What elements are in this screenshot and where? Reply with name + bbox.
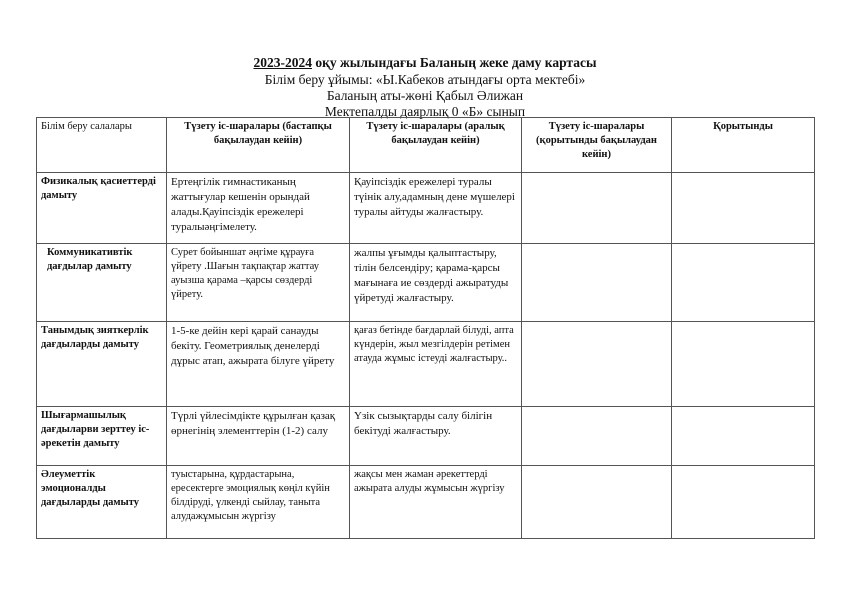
development-card-table: [36, 117, 815, 539]
initial-cell: туыстарына, құрдастарына, ересектерге эмоциялық көңіл күйін білдіруді, үлкенді сыйлау, таныта алудажұмысын жүргізу: [167, 466, 350, 539]
table-header-row: [37, 118, 815, 173]
mid-cell: Үзік сызықтарды салу білігін бекітуді жалғастыру.: [350, 407, 522, 466]
result-cell: [672, 173, 815, 244]
result-cell: [672, 322, 815, 407]
area-cell: Танымдық зияткерлік дағдыларды дамыту: [37, 322, 167, 407]
result-cell: [672, 466, 815, 539]
final-cell: [522, 244, 672, 322]
final-cell: [522, 173, 672, 244]
group-line: Мектепалды даярлық 0 «Б» сынып: [324, 104, 526, 119]
table-row: [37, 173, 815, 244]
title-text: оқу жылындағы Баланың жеке даму картасы: [311, 55, 597, 70]
initial-cell: Түрлі үйлесімдікте құрылған қазақ өрнегінің элементтерін (1-2) салу: [167, 407, 350, 466]
mid-cell: жақсы мен жаман әрекеттерді ажырата алуды жұмысын жүргізу: [350, 466, 522, 539]
mid-cell: Қауіпсіздік ережелері туралы түінік алу,адамның дене мүшелері туралы айтуды жалғастыру.: [350, 173, 522, 244]
area-cell: Коммуникативтік дағдылар дамыту: [37, 244, 167, 322]
result-cell: [672, 244, 815, 322]
initial-cell: Ертеңгілік гимнастиканың жаттығулар кешенін орындай алады.Қауіпсіздік ережелері туралыәңгімелету.: [167, 173, 350, 244]
mid-cell: қағаз бетінде бағдарлай білуді, апта күндерін, жыл мезгілдерін ретімен атауда жұмыс істеуді жалғастыру..: [350, 322, 522, 407]
column-header-initial: Түзету іс-шаралары (бастапқы бақылаудан кейін): [167, 118, 350, 173]
mid-cell: жалпы ұғымды қалыптастыру, тілін белсендіру; қарама-қарсы мағынаға ие сөздерді ажыратуды үйретуді жалғастыру.: [350, 244, 522, 322]
organization-line: Білім беру ұйымы: «Ы.Кабеков атындағы орта мектебі»: [264, 72, 586, 87]
column-header-result: Қорытынды: [672, 118, 815, 173]
initial-cell: 1-5-ке дейін кері қарай санауды бекіту. Геометриялық денелерді дұрыс атап, ажырата білуге үйрету: [167, 322, 350, 407]
initial-cell: Сурет бойыншат әңгіме құрауға үйрету .Шағын тақпақтар жаттау ауызша қарама –қарсы сөздерді үйрету.: [167, 244, 350, 322]
area-cell: Физикалық қасиеттерді дамыту: [37, 173, 167, 244]
column-header-mid: Түзету іс-шаралары (аралық бақылаудан кейін): [350, 118, 522, 173]
table-row: [37, 322, 815, 407]
result-cell: [672, 407, 815, 466]
final-cell: [522, 466, 672, 539]
column-header-areas: Білім беру салалары: [37, 118, 167, 173]
area-cell: Шығармашылық дағдыларви зерттеу іс-әрекетін дамыту: [37, 407, 167, 466]
title-year: 2023-2024: [253, 55, 312, 70]
area-cell: Әлеуметтік эмоционалды дағдыларды дамыту: [37, 466, 167, 539]
final-cell: [522, 407, 672, 466]
table-row: [37, 407, 815, 466]
child-name-line: Баланың аты-жөні Қабыл Әлижан: [326, 88, 524, 103]
column-header-final: Түзету іс-шаралары (қорытынды бақылаудан кейін): [522, 118, 672, 173]
final-cell: [522, 322, 672, 407]
table-row: [37, 244, 815, 322]
table-row: [37, 466, 815, 539]
document-title: [0, 55, 850, 70]
